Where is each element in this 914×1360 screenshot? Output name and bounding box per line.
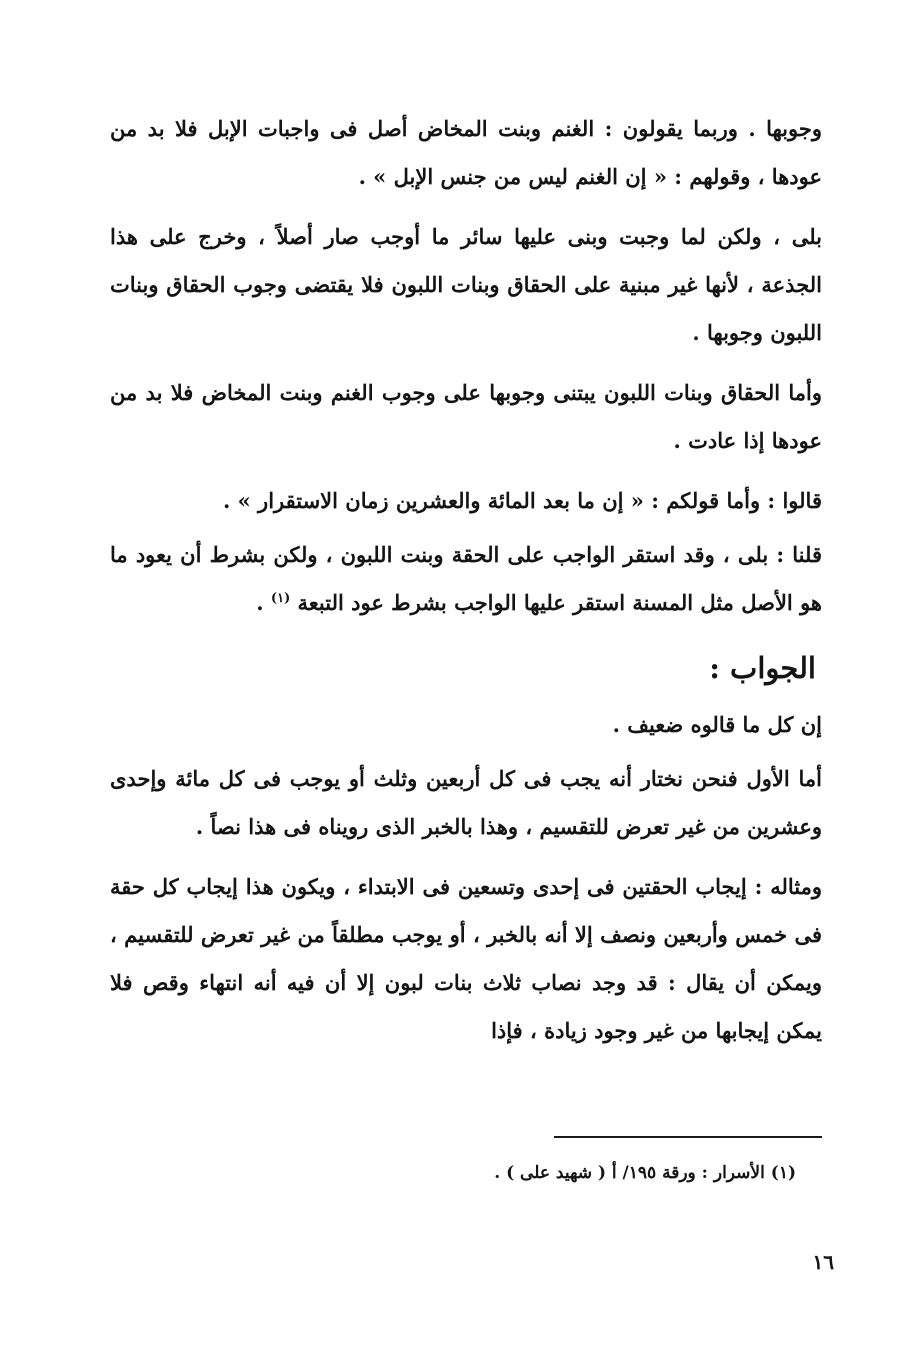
paragraph-2: بلى ، ولكن لما وجبت وبنى عليها سائر ما أوجب صار أصلاً ، وخرج على هذا الجذعة ، لأنها غير مبنية على الحقاق وبنات اللبون فلا يقتضى وجوب الحقاق وبنات اللبون وجوبها . [110, 224, 822, 345]
paragraph-5 [110, 531, 822, 627]
footnote-divider [554, 1136, 822, 1138]
section-heading: الجواب : [709, 651, 816, 685]
paragraph-4: قالوا : وأما قولكم : « إن ما بعد المائة والعشرين زمان الاستقرار » . [223, 488, 822, 513]
footnote-reference[interactable]: (١) [270, 591, 291, 606]
paragraph-5-end: . [256, 590, 271, 615]
answer-paragraph-2: أما الأول فنحن نختار أنه يجب فى كل أربعين وثلث أو يوجب فى كل مائة وإحدى وعشرين من غير تعرض للتقسيم ، وهذا بالخبر الذى رويناه فى هذا نصاً . [110, 766, 822, 839]
answer-paragraph-1: إن كل ما قالوه ضعيف . [612, 712, 822, 737]
footnote: (١) الأسرار : ورقة ١٩٥/ أ ( شهيد على ) . [494, 1163, 796, 1183]
answer-paragraph-3: ومثاله : إيجاب الحقتين فى إحدى وتسعين فى الابتداء ، ويكون هذا إيجاب كل حقة فى خمس وأربعين ونصف إلا أنه بالخبر ، أو يوجب مطلقاً من غير تعرض للتقسيم ، ويمكن أن يقال : قد وجد نصاب ثلاث بنات لبون إلا أن فيه أنه انتهاء وقص فلا يمكن إيجابها من غير وجود زيادة ، فإذا [110, 874, 822, 1043]
paragraph-1: وجوبها . وربما يقولون : الغنم وبنت المخاض أصل فى واجبات الإبل فلا بد من عودها ، وقولهم : « إن الغنم ليس من جنس الإبل » . [110, 116, 822, 189]
paragraph-5-text: قلنا : بلى ، وقد استقر الواجب على الحقة وبنت اللبون ، ولكن بشرط أن يعود ما هو الأصل مثل المسنة استقر عليها الواجب بشرط عود التبعة [110, 542, 822, 615]
page-number: ١٦ [812, 1250, 834, 1274]
main-text [110, 105, 822, 1067]
paragraph-3: وأما الحقاق وبنات اللبون يبتنى وجوبها على وجوب الغنم وبنت المخاض فلا بد من عودها إذا عادت . [110, 380, 822, 453]
